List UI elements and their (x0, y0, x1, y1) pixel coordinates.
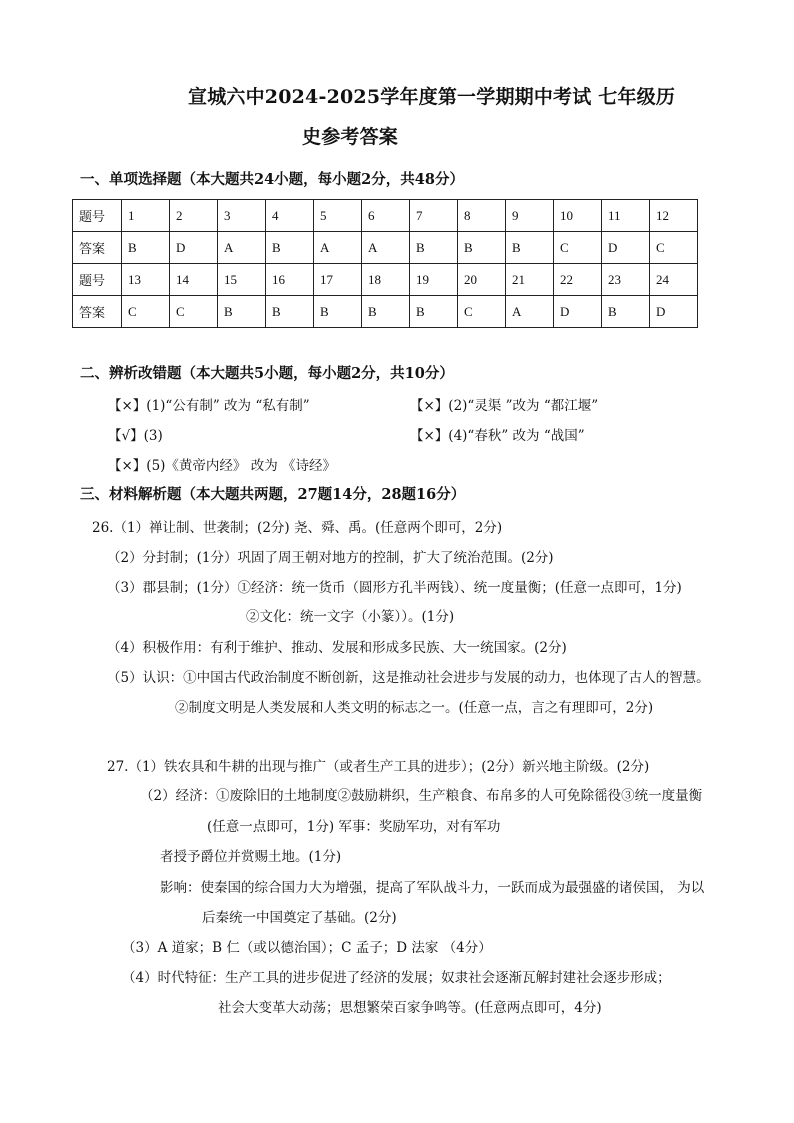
table-row-label: 答案 (73, 232, 122, 264)
table-cell: 9 (506, 200, 554, 232)
table-cell: 8 (458, 200, 506, 232)
table-cell: B (266, 232, 314, 264)
table-cell: B (314, 296, 362, 328)
table-row (73, 200, 698, 232)
table-cell: 10 (554, 200, 602, 232)
table-cell: C (122, 296, 170, 328)
table-cell: B (602, 296, 650, 328)
section3-heading: 三、材料解析题（本大题共两题，27题14分，28题16分） (80, 486, 466, 503)
q27-line-4: 者授予爵位并赏赐土地。(1分) (160, 849, 342, 865)
q26-line-6: （5）认识：①中国古代政治制度不断创新，这是推动社会进步与发展的动力，也体现了古人的智慧。 (107, 670, 710, 686)
table-cell: B (362, 296, 410, 328)
table-cell: 3 (218, 200, 266, 232)
table-cell: 13 (122, 264, 170, 296)
correction-item-4: 【×】(4)“春秋” 改为 “战国” (410, 428, 585, 444)
table-cell: 23 (602, 264, 650, 296)
table-cell: 17 (314, 264, 362, 296)
q27-line-1: 27.（1）铁农具和牛耕的出现与推广（或者生产工具的进步）；(2分）新兴地主阶级。(2分) (107, 759, 650, 775)
table-cell: 21 (506, 264, 554, 296)
table-cell: 7 (410, 200, 458, 232)
table-cell: 15 (218, 264, 266, 296)
correction-item-5: 【×】(5)《黄帝内经》 改为 《诗经》 (108, 458, 337, 474)
table-cell: D (170, 232, 218, 264)
table-cell: 11 (602, 200, 650, 232)
table-cell: 18 (362, 264, 410, 296)
q27-line-6: 后秦统一中国奠定了基础。(2分) (202, 910, 397, 926)
table-cell: 14 (170, 264, 218, 296)
table-cell: 16 (266, 264, 314, 296)
q26-line-1: 26.（1）禅让制、世袭制；(2分) 尧、舜、禹。(任意两个即可，2分) (92, 520, 503, 536)
table-cell: B (266, 296, 314, 328)
table-cell: C (650, 232, 698, 264)
q26-line-5: （4）积极作用：有利于维护、推动、发展和形成多民族、大一统国家。(2分) (107, 640, 567, 656)
correction-item-3: 【√】(3) (108, 428, 163, 444)
table-row-label: 题号 (73, 264, 122, 296)
answer-table (72, 199, 698, 328)
table-cell: A (218, 232, 266, 264)
q27-line-9: 社会大变革大动荡；思想繁荣百家争鸣等。(任意两点即可，4分) (218, 1000, 602, 1016)
table-cell: 20 (458, 264, 506, 296)
table-cell: B (122, 232, 170, 264)
table-row-label: 答案 (73, 296, 122, 328)
table-cell: D (650, 296, 698, 328)
table-cell: A (362, 232, 410, 264)
table-row-label: 题号 (73, 200, 122, 232)
table-row (73, 296, 698, 328)
page-title-line1: 宣城六中2024-2025学年度第一学期期中考试 七年级历 (188, 86, 676, 108)
table-cell: B (410, 232, 458, 264)
table-cell: D (602, 232, 650, 264)
q27-line-8: （4）时代特征：生产工具的进步促进了经济的发展；奴隶社会逐渐瓦解封建社会逐步形成； (122, 970, 671, 986)
table-cell: C (554, 232, 602, 264)
q27-line-5: 影响：使秦国的综合国力大为增强，提高了军队战斗力，一跃而成为最强盛的诸侯国， 为以 (160, 880, 705, 896)
table-cell: A (506, 296, 554, 328)
table-cell: 5 (314, 200, 362, 232)
page-title-line2: 史参考答案 (302, 126, 399, 148)
table-cell: C (170, 296, 218, 328)
table-cell: 12 (650, 200, 698, 232)
correction-item-1: 【×】(1)“公有制” 改为 “私有制” (108, 398, 310, 414)
table-cell: 4 (266, 200, 314, 232)
correction-item-2: 【×】(2)“灵渠 ”改为 “都江堰” (410, 398, 599, 414)
table-cell: 24 (650, 264, 698, 296)
table-cell: 22 (554, 264, 602, 296)
q26-line-3: （3）郡县制；(1分）①经济：统一货币（圆形方孔半两钱）、统一度量衡；(任意一点即可，1分) (107, 580, 682, 596)
table-row (73, 232, 698, 264)
section1-heading: 一、单项选择题（本大题共24小题，每小题2分，共48分） (80, 171, 464, 188)
table-row (73, 264, 698, 296)
table-cell: A (314, 232, 362, 264)
table-cell: B (458, 232, 506, 264)
table-cell: C (458, 296, 506, 328)
table-cell: B (218, 296, 266, 328)
q27-line-2: （2）经济：①废除旧的土地制度②鼓励耕织，生产粮食、布帛多的人可免除徭役③统一度量衡 (140, 788, 703, 804)
q26-line-7: ②制度文明是人类发展和人类文明的标志之一。(任意一点，言之有理即可，2分) (175, 700, 654, 716)
table-cell: D (554, 296, 602, 328)
table-cell: 2 (170, 200, 218, 232)
q26-line-4: ②文化：统一文字（小篆））。(1分) (246, 609, 455, 625)
q27-line-3: (任意一点即可，1分) 军事：奖励军功，对有军功 (207, 819, 501, 835)
q26-line-2: （2）分封制；(1分）巩固了周王朝对地方的控制，扩大了统治范围。(2分) (107, 550, 554, 566)
table-cell: 6 (362, 200, 410, 232)
q27-line-7: （3）A 道家；B 仁（或以德治国）；C 孟子；D 法家 （4分） (122, 940, 492, 956)
table-cell: 19 (410, 264, 458, 296)
section2-heading: 二、辨析改错题（本大题共5小题，每小题2分，共10分） (80, 365, 454, 382)
table-cell: B (506, 232, 554, 264)
table-cell: 1 (122, 200, 170, 232)
table-cell: B (410, 296, 458, 328)
